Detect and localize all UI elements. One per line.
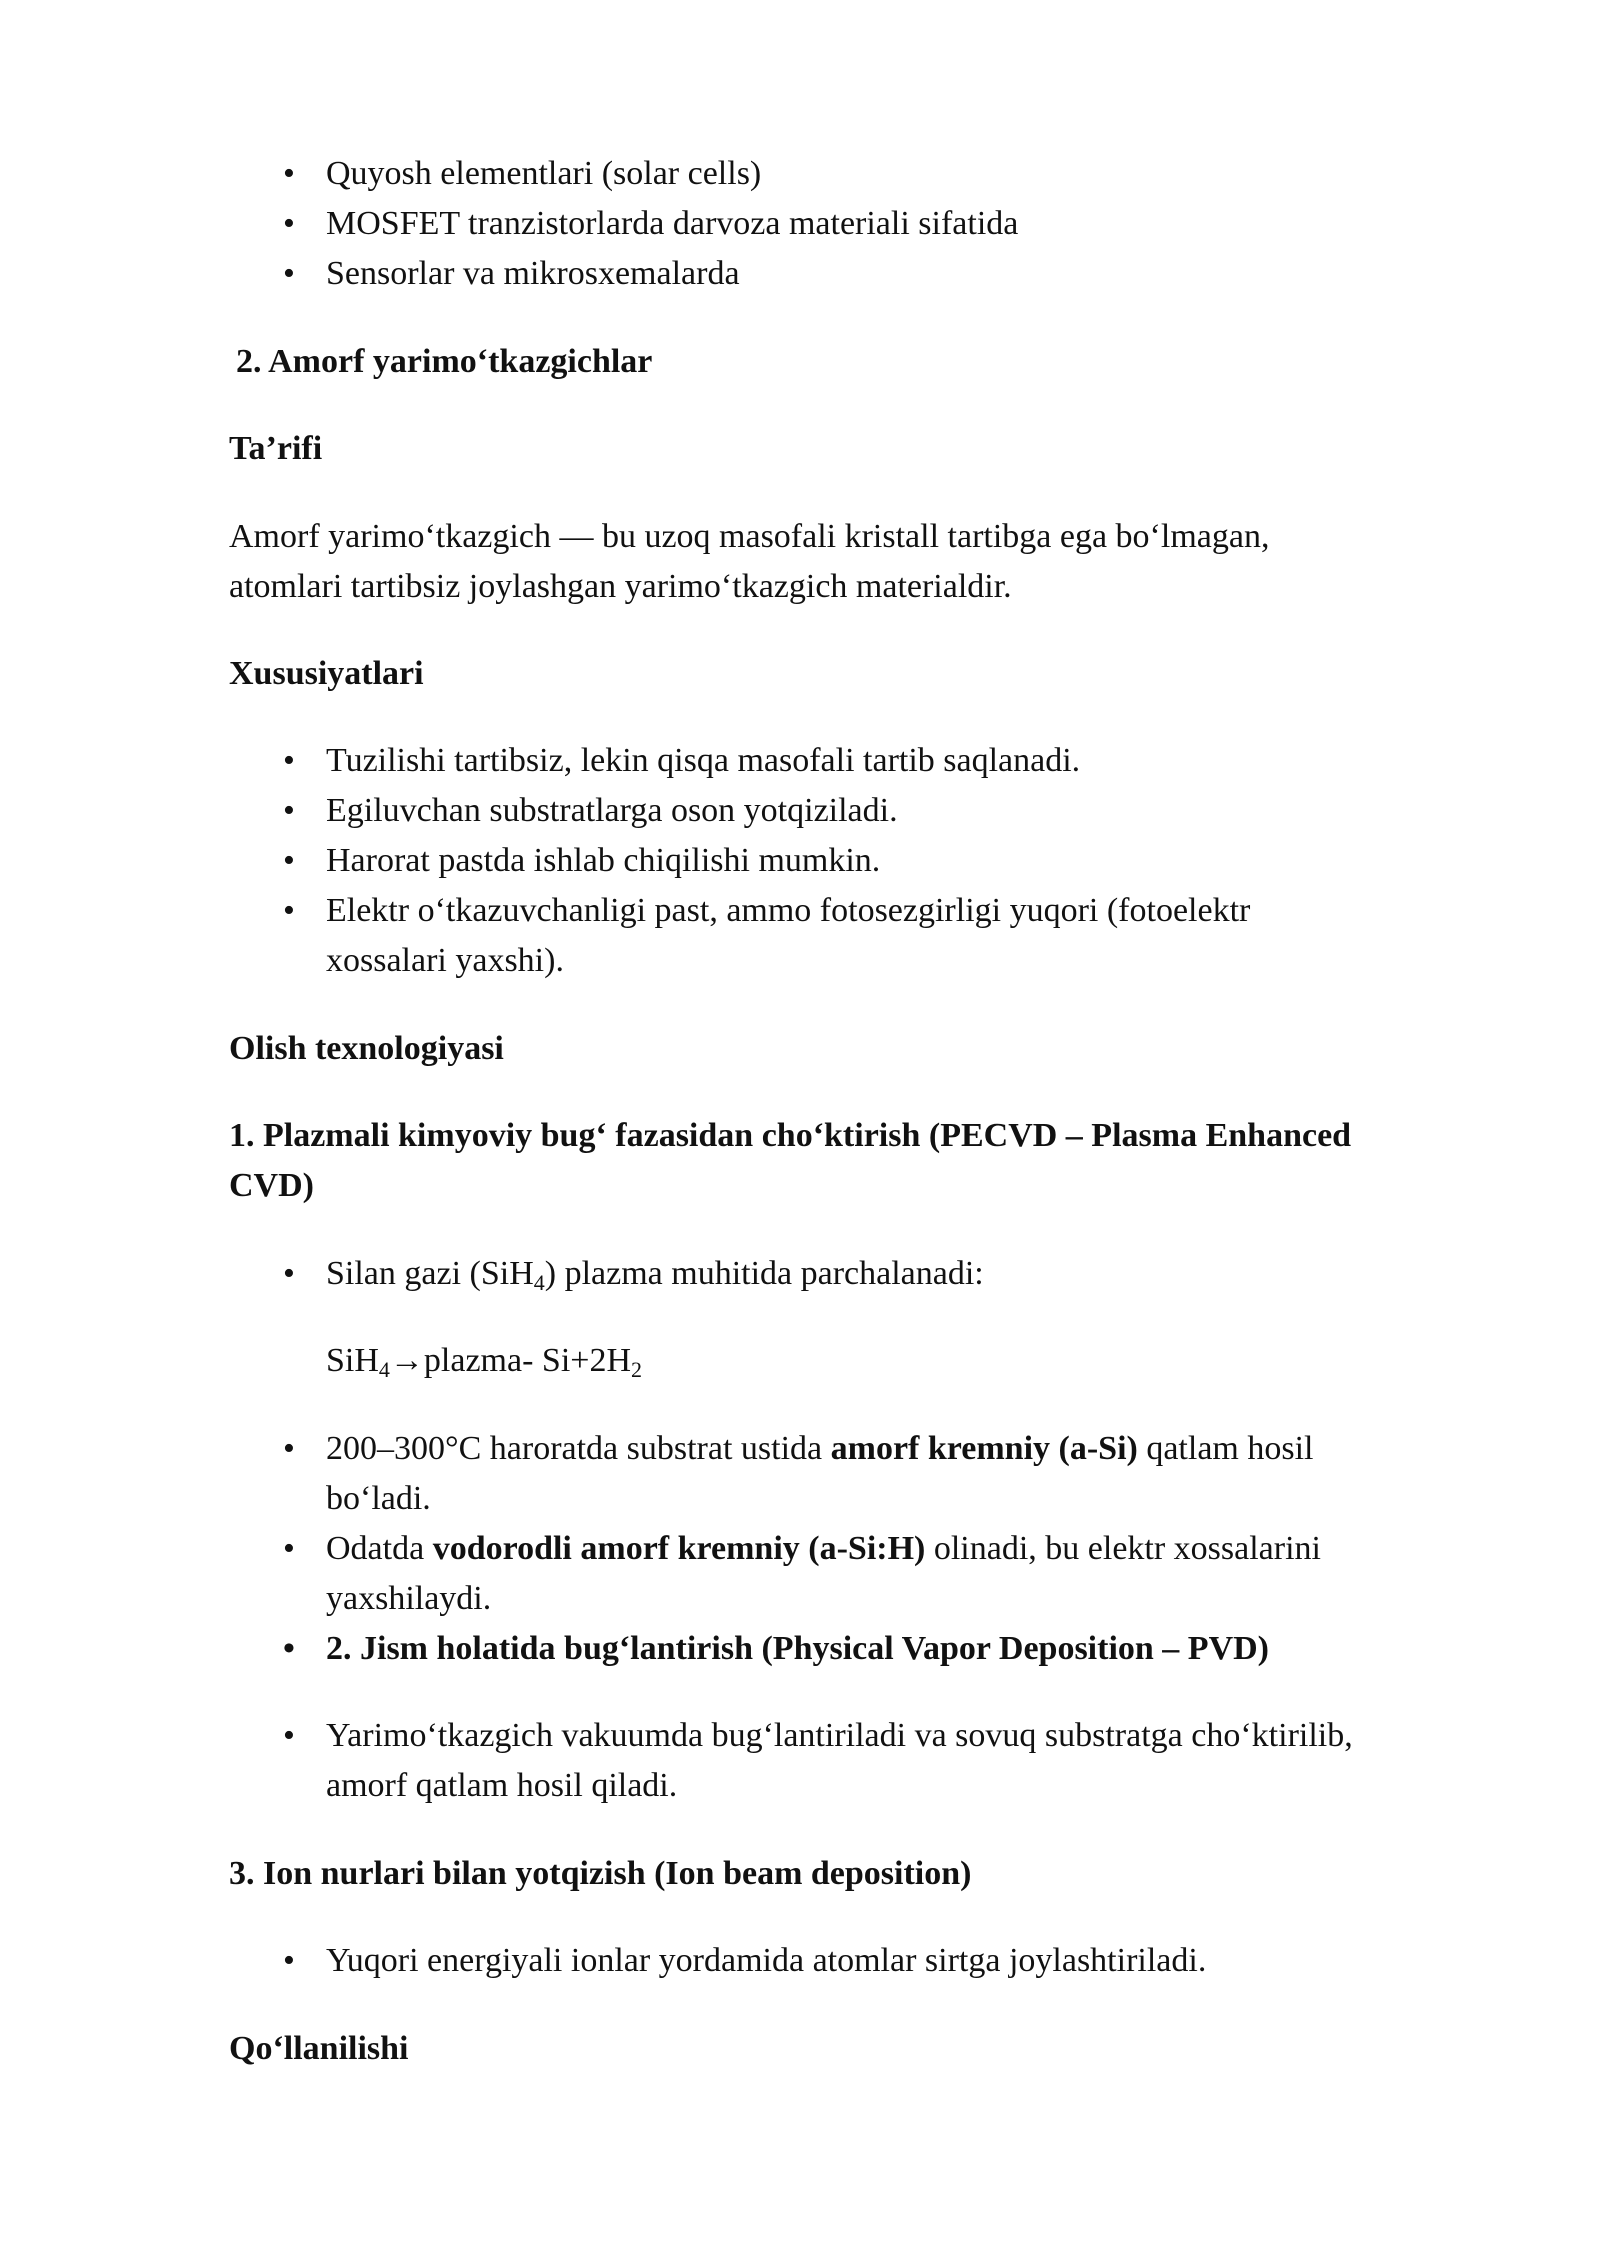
list-item-text: Sensorlar va mikrosxemalarda — [326, 255, 740, 292]
list-item-continuation — [326, 936, 1486, 986]
list-item-continuation: amorf qatlam hosil qiladi. — [326, 1767, 678, 1804]
section-heading: 2. Amorf yarimo‘tkazgichlar — [236, 343, 653, 380]
list-item — [283, 886, 1486, 936]
bullet-icon: • — [283, 892, 295, 929]
pecvd-heading-line-2: CVD) — [229, 1167, 314, 1204]
subsection-heading-olish: Olish texnologiyasi — [229, 1030, 504, 1067]
list-item-text: xossalari yaxshi). — [326, 942, 564, 979]
list-item — [283, 836, 1486, 886]
list-item-text: Harorat pastda ishlab chiqilishi mumkin. — [326, 842, 881, 879]
bullet-icon: • — [283, 1717, 295, 1754]
list-item-text: Odatda vodorodli amorf kremniy (a-Si:H) olinadi, bu elektr xossalarini — [326, 1530, 1321, 1567]
bullet-icon: • — [283, 205, 295, 242]
list-item-continuation: yaxshilaydi. — [326, 1580, 492, 1617]
bullet-icon: • — [283, 155, 295, 192]
definition-line-2: atomlari tartibsiz joylashgan yarimo‘tkazgich materialdir. — [229, 568, 1012, 605]
subsection-heading-tarifi: Ta’rifi — [229, 430, 323, 467]
bullet-icon: • — [283, 742, 295, 779]
definition-line-1: Amorf yarimo‘tkazgich — bu uzoq masofali kristall tartibga ega bo‘lmagan, — [229, 518, 1270, 555]
list-item-text: Silan gazi (SiH$_4$) plazma muhitida parchalanadi: — [326, 1255, 984, 1295]
list-item-text: 200–300°C haroratda substrat ustida amorf kremniy (a-Si) qatlam hosil — [326, 1430, 1314, 1467]
list-item-text: Egiluvchan substratlarga oson yotqiziladi. — [326, 792, 898, 829]
bullet-icon: • — [283, 1530, 295, 1567]
list-item — [283, 1711, 1486, 1761]
list-item-text: 2. Jism holatida bug‘lantirish (Physical Vapor Deposition – PVD) — [326, 1630, 1270, 1667]
bullet-icon: • — [283, 792, 295, 829]
list-item — [283, 149, 1486, 199]
list-item — [283, 1524, 1486, 1574]
list-item — [283, 736, 1486, 786]
subsection-heading-qollanilishi: Qo‘llanilishi — [229, 2030, 409, 2067]
list-item — [283, 249, 1486, 299]
list-item-text: Yarimo‘tkazgich vakuumda bug‘lantiriladi va sovuq substratga cho‘ktirilib, — [326, 1717, 1353, 1754]
list-item-text: Yuqori energiyali ionlar yordamida atomlar sirtga joylashtiriladi. — [326, 1942, 1207, 1979]
bullet-icon: • — [283, 1942, 295, 1979]
chemical-formula: SiH$_4$→plazma- $Si+2H_2$ — [326, 1342, 642, 1382]
bullet-icon: • — [283, 1255, 295, 1292]
list-item-continuation: bo‘ladi. — [326, 1480, 431, 1517]
ion-beam-heading: 3. Ion nurlari bilan yotqizish (Ion beam deposition) — [229, 1855, 972, 1892]
list-item-text: Quyosh elementlari (solar cells) — [326, 155, 762, 192]
list-item — [283, 199, 1486, 249]
pecvd-heading-line-1: 1. Plazmali kimyoviy bug‘ fazasidan cho‘ktirish (PECVD – Plasma Enhanced — [229, 1117, 1352, 1154]
list-item-pvd-heading — [283, 1624, 1486, 1674]
bullet-icon: • — [283, 842, 295, 879]
list-item-text: MOSFET tranzistorlarda darvoza materiali sifatida — [326, 205, 1019, 242]
list-item — [283, 1249, 1486, 1299]
bullet-icon: • — [283, 1430, 295, 1467]
list-item-text: Elektr o‘tkazuvchanligi past, ammo fotosezgirligi yuqori (fotoelektr — [326, 892, 1251, 929]
bullet-icon: • — [283, 255, 295, 292]
subsection-heading-xususiyatlari: Xususiyatlari — [229, 655, 424, 692]
list-item — [283, 1936, 1486, 1986]
list-item-text: Tuzilishi tartibsiz, lekin qisqa masofali tartib saqlanadi. — [326, 742, 1081, 779]
list-item — [283, 1424, 1486, 1474]
bullet-icon: • — [283, 1630, 295, 1667]
list-item — [283, 786, 1486, 836]
